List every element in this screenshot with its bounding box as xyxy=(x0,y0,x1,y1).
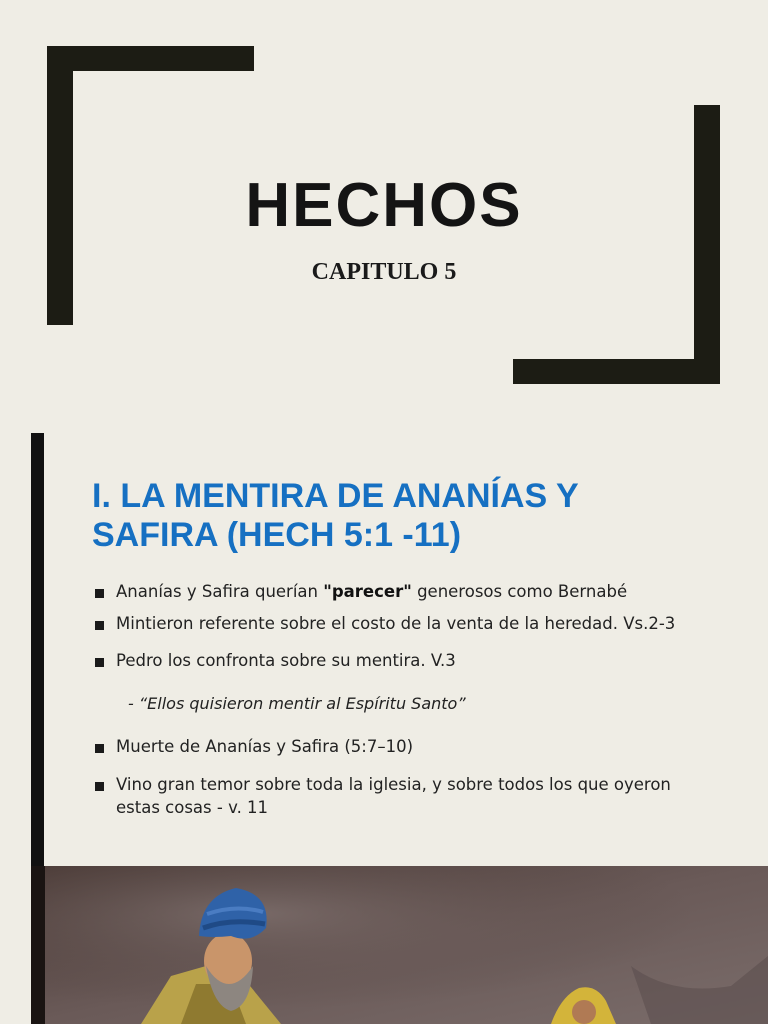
bullet-item: Muerte de Ananías y Safira (5:7–10) xyxy=(116,737,414,756)
bullet-item: Mintieron referente sobre el costo de la venta de la heredad. Vs.2-3 xyxy=(116,614,676,633)
section-heading-line-1: I. LA MENTIRA DE ANANÍAS Y xyxy=(92,477,579,515)
accent-vertical-bar xyxy=(31,433,44,867)
slide-title: HECHOS xyxy=(245,171,523,240)
bullet-text: Ananías y Safira querían xyxy=(116,582,324,601)
bullet-item: Pedro los confronta sobre su mentira. V.3 xyxy=(116,651,456,670)
frame-bottom-right-horizontal xyxy=(513,359,720,384)
section-heading xyxy=(92,477,732,555)
quote-text: - “Ellos quisieron mentir al Espíritu Santo” xyxy=(128,694,466,713)
bullet-text: generosos como Bernabé xyxy=(411,582,628,601)
bullet-marker xyxy=(95,658,104,667)
title-slide xyxy=(0,0,768,415)
slide-subtitle: CAPITULO 5 xyxy=(311,259,457,285)
frame-bottom-right-vertical xyxy=(694,105,720,384)
bullet-item xyxy=(116,580,726,603)
bullet-marker xyxy=(95,589,104,598)
bullet-marker xyxy=(95,621,104,630)
frame-top-left-horizontal xyxy=(47,46,254,71)
painting-illustration xyxy=(31,866,768,1024)
bullet-marker xyxy=(95,744,104,753)
bullet-marker xyxy=(95,782,104,791)
section-heading-line-2: SAFIRA (HECH 5:1 -11) xyxy=(92,516,462,554)
bullet-item: Vino gran temor sobre toda la iglesia, y sobre todos los que oyeron estas cosas - v. 11 xyxy=(116,775,671,817)
bullet-emphasis: "parecer" xyxy=(323,582,412,601)
content-slide xyxy=(0,415,768,867)
painting-image xyxy=(31,866,768,1024)
